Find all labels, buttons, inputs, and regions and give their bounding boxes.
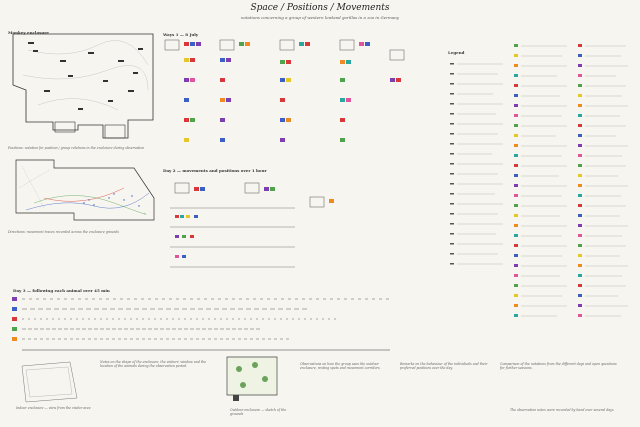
day1-diagrams <box>160 38 430 158</box>
legend-block-2 <box>512 42 572 332</box>
note4: Comparison of the notations from the different days and open questions for further sessions. <box>500 362 617 371</box>
traces-caption: Directions: movement traces recorded across the enclosure grounds <box>8 230 119 234</box>
day2-diagrams <box>160 175 430 270</box>
day3-label: Day 3 — following each animal over 45 min <box>13 288 110 293</box>
note2: Observations on how the group uses the outdoor enclosure, resting spots and movement corridors. <box>300 362 381 371</box>
page-subtitle: notations concerning a group of western lowland gorillas in a zoo in Germany <box>240 15 400 20</box>
sketch2-caption: Outdoor enclosure — sketch of the grounds <box>230 408 287 417</box>
day3-timeline <box>10 295 510 355</box>
indoor-sketch <box>20 360 80 405</box>
movement-traces <box>14 158 159 228</box>
legend-block-3 <box>576 42 636 332</box>
diagram-title: Ways 1 — 8 July <box>163 32 199 37</box>
legend-block-1 <box>448 58 508 278</box>
outdoor-sketch <box>225 355 280 405</box>
day2-label: Day 2 — movements and positions over 1 hour <box>163 168 267 173</box>
map-title: Monkey enclosure <box>8 30 49 35</box>
page-title: Space / Positions / Movements <box>250 3 390 13</box>
legend-title: Legend <box>448 50 465 55</box>
footer-note: The observation notes were recorded by hand over several days <box>510 408 614 412</box>
enclosure-map <box>8 30 158 145</box>
map-caption: Positions: notation for position / group relations in the enclosure during observation <box>8 146 145 150</box>
note1: Notes on the shape of the enclosure, the visitors' window and the location of the animals during the observation period. <box>100 360 207 369</box>
note3: Remarks on the behaviour of the individuals and their preferred positions over the day. <box>400 362 488 371</box>
sketch1-caption: Indoor enclosure — view from the visitor area <box>16 406 91 410</box>
